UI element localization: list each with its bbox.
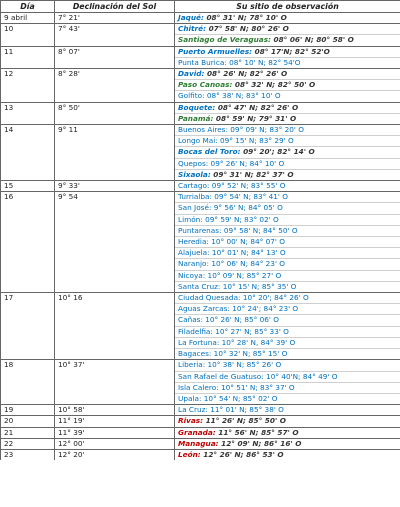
declination-cell: 8° 50' [55,102,175,124]
day-cell: 22 [1,438,55,449]
declination-cell: 9° 11 [55,125,175,181]
site-entry [178,405,284,414]
table-row [1,360,400,371]
site-entry [178,259,285,268]
table-row [1,449,400,460]
declination-cell: 7° 21' [55,13,175,24]
site-entry [178,91,281,100]
site-entry [178,372,337,381]
site-cell [175,405,400,416]
day-cell: 23 [1,449,55,460]
site-name: Bocas del Toro: [178,147,241,157]
site-cell [175,102,400,113]
day-cell: 10 [1,24,55,46]
site-name: Punta Burica: [178,57,227,67]
site-coords: 09° 09' N; 83° 20' O [230,125,304,135]
site-name: Liberia: [178,360,206,370]
site-entry [178,125,304,134]
site-entry [178,248,286,257]
site-cell [175,13,400,24]
site-coords: 11° 01' N; 85° 38' O [210,405,284,415]
site-name: Santa Cruz: [178,281,221,291]
site-entry [178,394,277,403]
site-cell [175,225,400,236]
site-cell [175,259,400,270]
site-cell [175,360,400,371]
site-cell [175,147,400,158]
declination-cell: 7° 43' [55,24,175,46]
site-entry [178,315,279,324]
site-name: Isla Calero: [178,382,219,392]
site-cell [175,91,400,102]
site-cell [175,281,400,292]
site-coords: 09° 26' N; 84° 10' O [210,158,285,168]
site-entry [178,450,284,459]
site-entry [178,237,285,246]
site-coords: 08° 06' N; 80° 58' O [273,35,354,45]
site-entry [178,114,296,123]
site-coords: 08° 38' N; 83° 10' O [206,91,281,101]
site-entry [178,203,283,212]
table-row [1,416,400,427]
table-row [1,46,400,57]
site-cell [175,416,400,427]
table-row [1,125,400,136]
site-entry [178,428,299,437]
site-coords: 11° 56' N; 85° 57' O [218,427,299,437]
site-coords: 10° 26' N; 85° 06' O [205,315,279,325]
site-coords: 10° 51' N; 83° 37' O [220,382,295,392]
site-coords: 09° 31' N; 82° 37' O [213,169,294,179]
site-entry [178,147,315,156]
site-name: La Cruz: [178,405,208,415]
table-body [1,13,400,461]
declination-cell: 12° 00' [55,438,175,449]
site-coords: 10° 40'N; 84° 49' O [266,371,338,381]
day-cell: 13 [1,102,55,124]
day-cell: 11 [1,46,55,68]
site-name: Paso Canoas: [178,80,233,90]
header-site: Su sitio de observación [175,1,400,13]
table-row [1,69,400,80]
day-cell: 19 [1,405,55,416]
site-coords: 08° 47' N; 82° 26' O [217,102,299,112]
site-cell [175,393,400,404]
table-row [1,192,400,203]
site-coords: 10° 54' N; 85° 02' O [203,393,278,403]
site-coords: 08° 10' N; 82° 54'O [229,57,301,67]
day-cell: 14 [1,125,55,181]
site-name: Naranjo: [178,259,209,269]
declination-cell: 10° 37' [55,360,175,405]
site-entry [178,136,294,145]
site-name: Sixaola: [178,169,211,179]
site-entry [178,349,287,358]
site-coords: 10° 01' N; 84° 13' O [211,248,286,258]
site-name: Alajuela: [178,248,210,258]
site-cell [175,337,400,348]
site-cell [175,24,400,35]
declination-cell: 12° 20' [55,449,175,460]
site-name: Puerto Armuelles: [178,46,253,56]
site-coords: 09° 59' N; 83° 02' O [205,214,279,224]
declination-cell: 10° 58' [55,405,175,416]
site-cell [175,35,400,46]
table-row [1,438,400,449]
site-name: Nicoya: [178,270,206,280]
declination-cell: 10° 16 [55,293,175,360]
site-coords: 09° 52' N; 83° 55' O [211,181,286,191]
site-cell [175,293,400,304]
site-entry [178,439,301,448]
site-coords: 10° 06' N; 84° 23' O [211,259,286,269]
site-cell [175,214,400,225]
site-coords: 10° 20'; 84° 26' O [242,293,309,303]
site-cell [175,449,400,460]
site-name: San José: [178,203,212,213]
day-cell: 12 [1,69,55,103]
table-row [1,102,400,113]
site-name: Filadelfia: [178,326,213,336]
site-name: Upala: [178,393,202,403]
site-cell [175,80,400,91]
site-coords: 10° 00' N; 84° 07' O [211,237,285,247]
site-entry [178,293,309,302]
declination-cell: 11° 19' [55,416,175,427]
site-coords: 10° 15' N; 85° 35' O [222,281,297,291]
site-cell [175,136,400,147]
site-entry [178,103,298,112]
site-entry [178,58,301,67]
site-name: Santiago de Veraguas: [178,35,271,45]
day-cell: 15 [1,181,55,192]
declination-cell: 8° 07' [55,46,175,68]
site-name: Aguas Zarcas: [178,304,230,314]
site-entry [178,80,315,89]
site-entry [178,338,295,347]
site-coords: 11° 26' N; 85° 50' O [205,416,286,426]
site-entry [178,69,287,78]
site-name: Cartago: [178,181,210,191]
table-row [1,181,400,192]
site-name: León: [178,449,201,459]
table-row [1,427,400,438]
site-coords: 08° 31' N; 78° 10' O [206,13,287,22]
table-row [1,405,400,416]
day-cell: 21 [1,427,55,438]
site-name: Buenos Aires: [178,125,228,135]
site-entry [178,327,289,336]
site-cell [175,382,400,393]
site-entry [178,215,279,224]
site-cell [175,371,400,382]
table-row [1,13,400,24]
day-cell: 17 [1,293,55,360]
site-coords: 09° 20'; 82° 14' O [243,147,315,157]
day-cell: 18 [1,360,55,405]
site-name: Limón: [178,214,203,224]
site-name: Cañas: [178,315,203,325]
site-name: Bagaces: [178,349,212,359]
site-entry [178,226,298,235]
site-cell [175,438,400,449]
site-coords: 10° 27' N; 85° 33' O [215,326,289,336]
site-cell [175,270,400,281]
site-cell [175,427,400,438]
site-name: Golfito: [178,91,205,101]
site-name: San Rafael de Guatuso: [178,371,264,381]
site-name: Jaqué: [178,13,204,22]
site-cell [175,237,400,248]
site-coords: 08° 32' N; 82° 50' O [234,80,316,90]
site-name: Puntarenas: [178,225,222,235]
site-name: Managua: [178,438,219,448]
site-name: Rivas: [178,416,204,426]
declination-cell: 8° 28' [55,69,175,103]
site-name: Chitré: [178,24,207,34]
site-coords: 09° 54' N; 83° 41' O [214,192,288,202]
site-coords: 9° 56' N; 84° 05' O [213,203,283,213]
site-coords: 10° 09' N; 85° 27' O [207,270,282,280]
site-cell [175,203,400,214]
site-entry [178,416,286,425]
site-entry [178,360,281,369]
site-entry [178,13,287,22]
site-coords: 10° 38' N; 85° 26' O [207,360,282,370]
site-entry [178,159,284,168]
site-cell [175,315,400,326]
site-cell [175,125,400,136]
site-entry [178,35,354,44]
declination-cell: 9° 33' [55,181,175,192]
day-cell: 16 [1,192,55,293]
site-coords: 10° 32' N; 85° 15' O [213,349,288,359]
site-entry [178,282,296,291]
site-entry [178,192,288,201]
site-coords: 12° 26' N; 86° 53' O [203,449,284,459]
site-entry [178,383,295,392]
site-cell [175,326,400,337]
site-entry [178,271,281,280]
day-cell: 20 [1,416,55,427]
table-row [1,293,400,304]
site-coords: 08° 17'N; 82° 52'O [254,46,330,56]
site-coords: 10° 28' N, 84° 39' O [221,337,296,347]
header-row [1,1,400,13]
site-entry [178,47,330,56]
site-cell [175,181,400,192]
site-coords: 12° 09' N; 86° 16' O [221,438,302,448]
site-entry [178,170,294,179]
site-coords: 10° 24'; 84° 23' O [232,304,299,314]
site-coords: 09° 15' N; 83° 29' O [220,136,294,146]
declination-cell: 11° 39' [55,427,175,438]
site-name: Ciudad Quesada: [178,293,241,303]
site-cell [175,349,400,360]
site-name: Panamá: [178,113,214,123]
header-day: Día [1,1,55,13]
site-name: Heredia: [178,237,209,247]
site-name: Turrialba: [178,192,212,202]
site-name: David: [178,69,205,79]
site-cell [175,248,400,259]
site-coords: 09° 58' N; 84° 50' O [223,225,298,235]
site-cell [175,304,400,315]
site-entry [178,24,289,33]
header-declination: Declinación del Sol [55,1,175,13]
site-name: Boquete: [178,102,216,112]
site-coords: 08° 26' N; 82° 26' O [206,69,288,79]
declination-cell: 9° 54 [55,192,175,293]
site-coords: 08° 59' N; 79° 31' O [215,113,297,123]
site-entry [178,304,298,313]
table-row [1,24,400,35]
site-cell [175,46,400,57]
site-cell [175,169,400,180]
site-name: Quepos: [178,158,209,168]
site-cell [175,192,400,203]
site-name: La Fortuna: [178,337,220,347]
site-entry [178,181,286,190]
site-cell [175,69,400,80]
site-cell [175,113,400,124]
site-cell [175,57,400,68]
site-coords: 07° 58' N; 80° 26' O [208,24,289,34]
day-cell: 9 abril [1,13,55,24]
site-name: Granada: [178,427,216,437]
site-name: Longo Mai: [178,136,218,146]
site-cell [175,158,400,169]
